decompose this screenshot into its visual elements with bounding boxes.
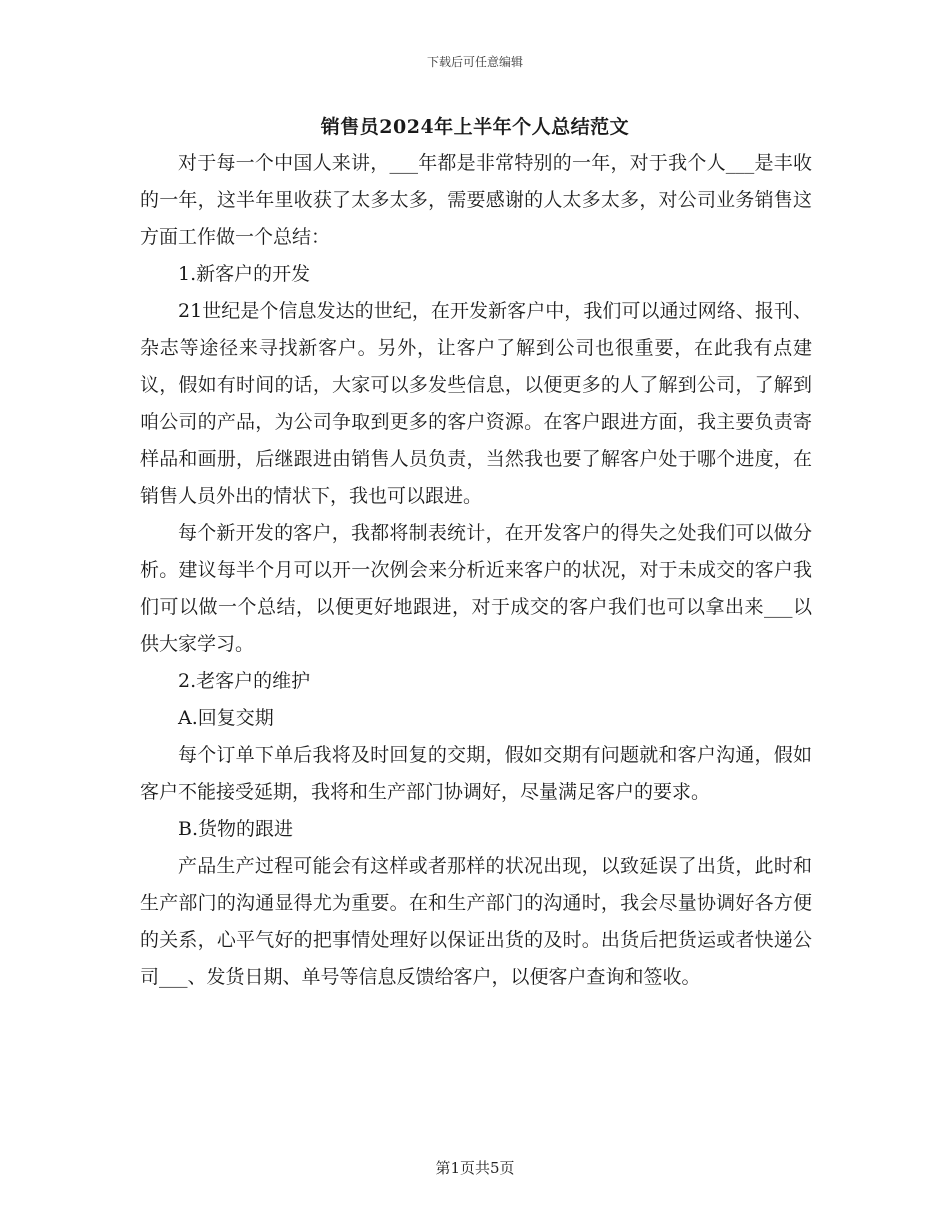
paragraph-intro: 对于每一个中国人来讲，___年都是非常特别的一年，对于我个人___是丰收的一年，这半年里收获了太多太多，需要感谢的人太多太多，对公司业务销售这方面工作做一个总结： [140,152,812,248]
section-heading-old-customers: 2.老客户的维护 [178,670,311,692]
document-title: 销售员2024年上半年个人总结范文 [320,116,630,138]
subsection-heading-delivery-reply: A.回复交期 [178,707,274,729]
paragraph-new-customers: 21世纪是个信息发达的世纪，在开发新客户中，我们可以通过网络、报刊、杂志等途径来寻找新客户。另外，让客户了解到公司也很重要，在此我有点建议，假如有时间的话，大家可以多发些信息，以便更多的人了解到公司，了解到咱公司的产品，为公司争取到更多的客户资源。在客户跟进方面，我主要负责寄样品和画册，后继跟进由销售人员负责，当然我也要了解客户处于哪个进度，在销售人员外出的情状下，我也可以跟进。 [140,300,812,507]
page-number-footer: 第1页共5页 [435,1159,515,1177]
document-body [140,145,812,996]
page-header-note: 下载后可任意编辑 [426,55,523,69]
section-heading-new-customers: 1.新客户的开发 [178,263,311,285]
paragraph-statistics: 每个新开发的客户，我都将制表统计，在开发客户的得失之处我们可以做分析。建议每半个月可以开一次例会来分析近来客户的状况，对于未成交的客户我们可以做一个总结，以便更好地跟进，对于成交的客户我们也可以拿出来___以供大家学习。 [140,522,812,655]
subsection-heading-goods-followup: B.货物的跟进 [178,818,294,840]
paragraph-goods-followup: 产品生产过程可能会有这样或者那样的状况出现，以致延误了出货，此时和生产部门的沟通显得尤为重要。在和生产部门的沟通时，我会尽量协调好各方便的关系，心平气好的把事情处理好以保证出货的及时。出货后把货运或者快递公司___、发货日期、单号等信息反馈给客户，以便客户查询和签收。 [140,855,812,988]
paragraph-delivery-reply: 每个订单下单后我将及时回复的交期，假如交期有问题就和客户沟通，假如客户不能接受延期，我将和生产部门协调好，尽量满足客户的要求。 [140,744,812,803]
